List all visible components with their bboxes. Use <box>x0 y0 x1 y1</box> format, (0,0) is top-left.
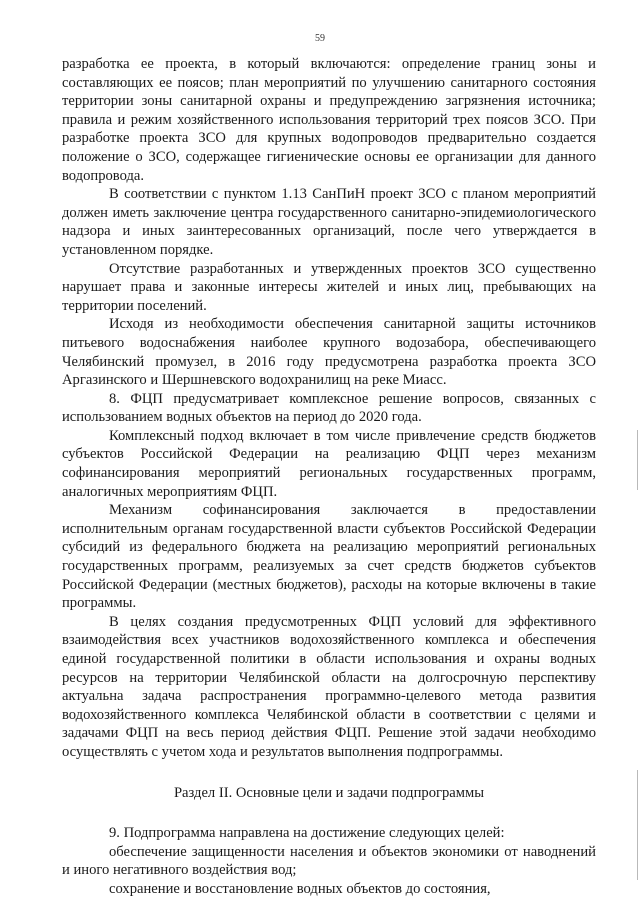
paragraph-8: В целях создания предусмотренных ФЦП условий для эффективного взаимодействия всех участников водохозяйственного комплекса и обеспечения единой государственной политики в области использования и охраны водных ресурсов на территории Челябинской области на долгосрочную перспективу актуальна задача распространения программно-целевого метода развития водохозяйственного комплекса Челябинской области в соответствии с целями и задачами ФЦП на весь период действия ФЦП. Решение этой задачи необходимо осуществлять с учетом хода и результатов выполнения подпрограммы. <box>62 613 596 760</box>
paragraph-4: Исходя из необходимости обеспечения санитарной защиты источников питьевого водоснабжения наиболее крупного водозабора, обеспечивающего Челябинский промузел, в 2016 году предусмотрена разработка проекта ЗСО Аргазинского и Шершневского водохранилищ на реке Миасс. <box>62 316 596 389</box>
paragraph-5: 8. ФЦП предусматривает комплексное решение вопросов, связанных с использованием водных объектов на период до 2020 года. <box>62 390 596 426</box>
paragraph-6: Комплексный подход включает в том числе привлечение средств бюджетов субъектов Российской Федерации на реализацию ФЦП через механизм софинансирования мероприятий региональных государственных программ, аналогичных мероприятиям ФЦП. <box>62 427 596 500</box>
paragraph-3: Отсутствие разработанных и утвержденных проектов ЗСО существенно нарушает права и законные интересы жителей и иных лиц, пребывающих на территории поселений. <box>62 260 596 314</box>
paragraph-11: сохранение и восстановление водных объектов до состояния, <box>109 880 491 897</box>
document-body <box>62 55 596 899</box>
page-number: 59 <box>315 33 325 44</box>
scan-edge-mark <box>637 770 638 880</box>
paragraph-2: В соответствии с пунктом 1.13 СанПиН проект ЗСО с планом мероприятий должен иметь заключение центра государственного санитарно-эпидемиологического надзора и иных заинтересованных организаций, после чего утверждается в установленном порядке. <box>62 186 596 258</box>
section-heading: Раздел II. Основные цели и задачи подпрограммы <box>173 784 485 801</box>
paragraph-9: 9. Подпрограмма направлена на достижение следующих целей: <box>109 825 505 842</box>
paragraph-10: обеспечение защищенности населения и объектов экономики от наводнений и иного негативного воздействия вод; <box>62 843 596 879</box>
paragraph-1: разработка ее проекта, в который включаются: определение границ зоны и составляющих ее поясов; план мероприятий по улучшению санитарного состояния территории зоны санитарной охраны и предупреждению загрязнения источника; правила и режим хозяйственного использования территорий трех поясов ЗСО. При разработке проекта ЗСО для крупных водопроводов предварительно создается положение о ЗСО, содержащее гигиенические основы ее организации для данного водопровода. <box>62 56 596 184</box>
paragraph-7: Механизм софинансирования заключается в предоставлении исполнительным органам государственной власти субъектов Российской Федерации субсидий из федерального бюджета на реализацию мероприятий региональных государственных программ, реализуемых за счет средств бюджетов субъектов Российской Федерации (местных бюджетов), расходы на которые включены в такие программы. <box>62 502 596 612</box>
scan-edge-mark <box>637 430 638 490</box>
